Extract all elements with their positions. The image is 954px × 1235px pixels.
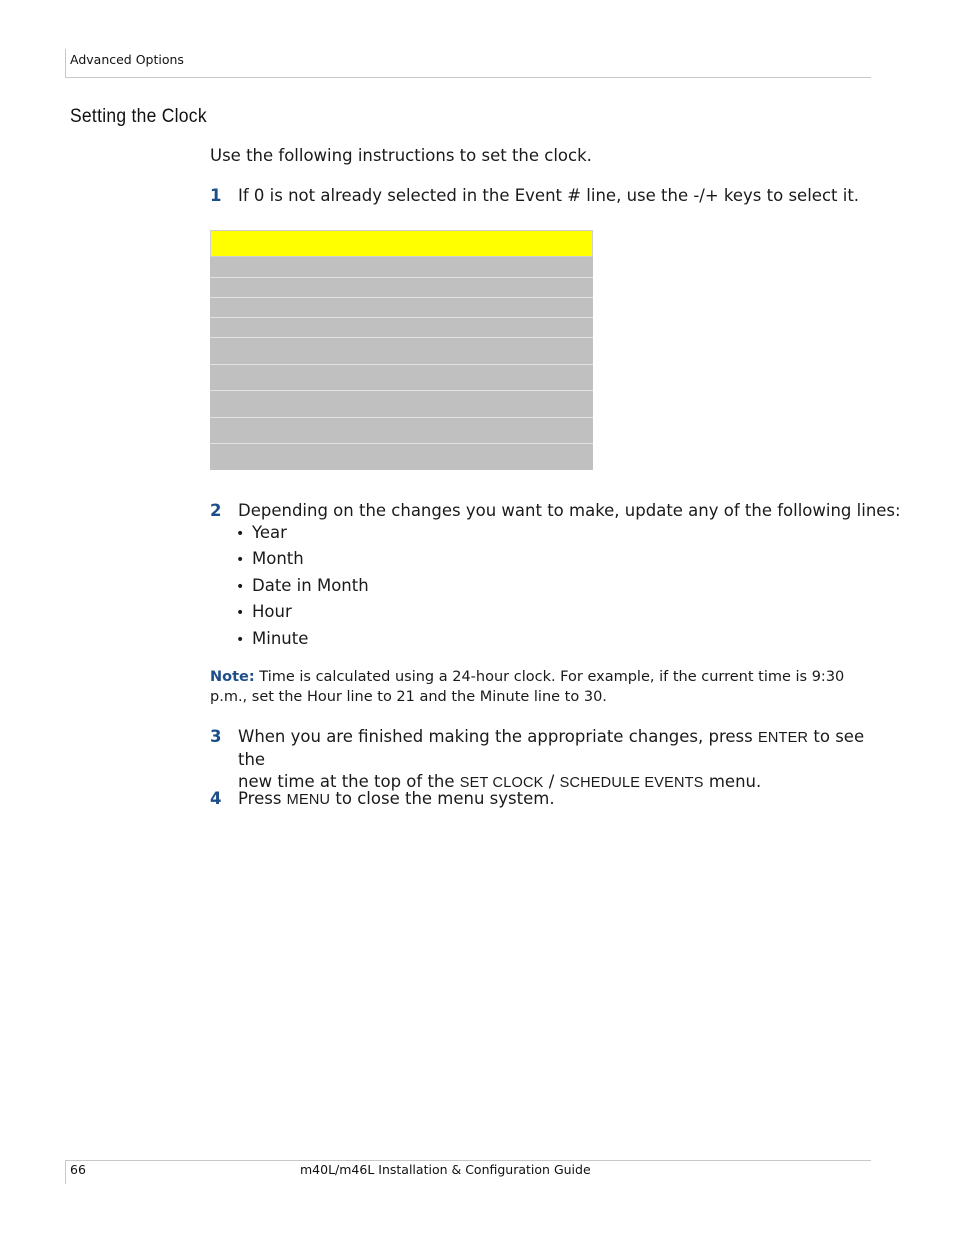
step-3-text: When you are finished making the appropriate changes, press ENTER to see the new time at the top of the SET CLOCK / SCHEDULE EVENTS menu. (238, 727, 865, 791)
menu-name-schedule-events: SCHEDULE EVENTS (559, 775, 704, 791)
step-1-text: If 0 is not already selected in the Event # line, use the -/+ keys to select it. (238, 186, 860, 205)
step-number: 1 (210, 186, 222, 205)
step-4-text: Press MENU to close the menu system. (238, 789, 555, 808)
bullet-icon: • (236, 526, 245, 542)
menu-row-selected (210, 230, 593, 257)
list-item: • Hour (236, 601, 292, 624)
step-2 (210, 500, 221, 522)
menu-row (210, 365, 593, 391)
note-label: Note: (210, 669, 255, 685)
menu-name-set-clock: SET CLOCK (459, 775, 544, 791)
intro-paragraph: Use the following instructions to set the clock. (210, 146, 592, 165)
section-title: Setting the Clock (70, 106, 207, 127)
step-number: 4 (210, 789, 222, 808)
menu-row (210, 391, 593, 418)
menu-row (210, 418, 593, 444)
step-2-text: Depending on the changes you want to make, update any of the following lines: (238, 501, 901, 520)
step-3 (210, 726, 221, 748)
header-divider-vertical (65, 49, 66, 77)
footer-divider-vertical (65, 1160, 66, 1184)
note-text: Time is calculated using a 24-hour clock. For example, if the current time is 9:30 p.m., set the Hour line to 21 and the Minute line to 30. (210, 669, 845, 705)
menu-row (210, 318, 593, 338)
page-number: 66 (70, 1162, 86, 1177)
menu-row (210, 278, 593, 298)
running-header: Advanced Options (70, 52, 184, 67)
menu-row (210, 298, 593, 318)
key-menu: MENU (286, 792, 331, 808)
header-divider (65, 77, 871, 78)
step-4 (210, 788, 221, 810)
list-item: • Minute (236, 628, 308, 651)
bullet-icon: • (236, 632, 245, 648)
list-item: • Month (236, 548, 304, 571)
bullet-icon: • (236, 605, 245, 621)
menu-row (210, 338, 593, 365)
key-enter: ENTER (757, 730, 809, 746)
note-paragraph (210, 667, 870, 707)
step-number: 2 (210, 501, 222, 520)
list-item: • Year (236, 522, 287, 545)
bullet-icon: • (236, 552, 245, 568)
step-number: 3 (210, 727, 222, 746)
menu-screen-image (210, 230, 593, 470)
bullet-icon: • (236, 579, 245, 595)
list-item: • Date in Month (236, 575, 369, 598)
footer-doc-title: m40L/m46L Installation & Configuration Guide (300, 1162, 591, 1177)
footer-divider (65, 1160, 871, 1161)
step-1 (210, 185, 221, 207)
menu-row (210, 257, 593, 278)
